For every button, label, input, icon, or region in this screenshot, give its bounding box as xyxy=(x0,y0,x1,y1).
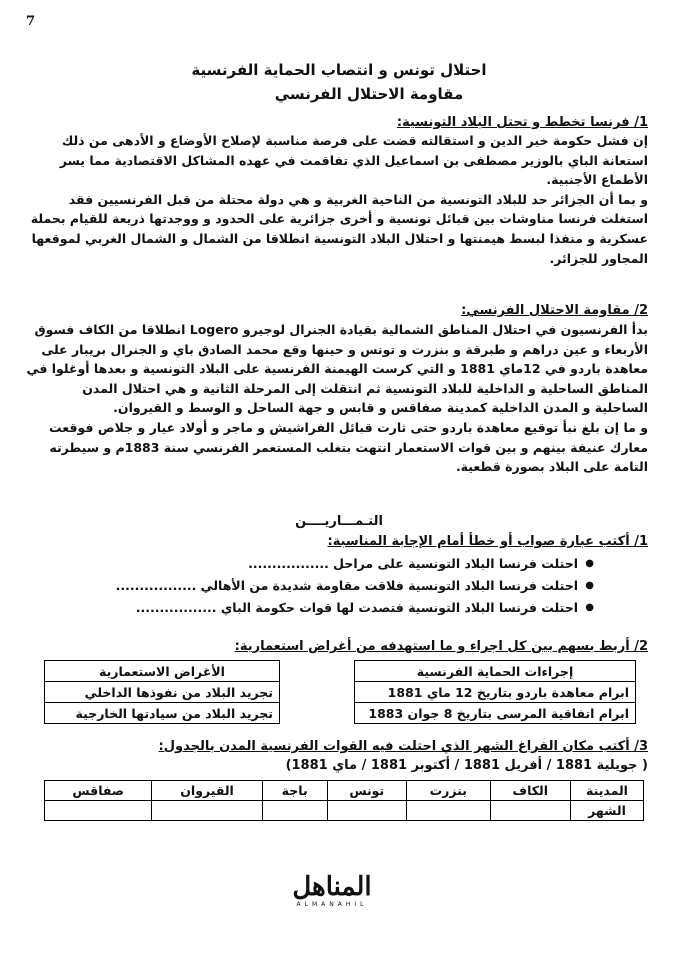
list-item: ● احتلت فرنسا البلاد التونسية فلاقت مقاومة شديدة من الأهالي ................. xyxy=(74,575,594,597)
table-cell: تجريد البلاد من سيادتها الخارجية xyxy=(45,703,280,724)
section2-body xyxy=(26,320,648,477)
city-cell: الكاف xyxy=(490,781,570,801)
exercises-title: التـمـــاريــــن xyxy=(295,514,383,529)
table-cell: تجريد البلاد من نفوذها الداخلي xyxy=(45,682,280,703)
city-cell: تونس xyxy=(327,781,407,801)
city-cell: القيروان xyxy=(152,781,263,801)
list-item: ● احتلت فرنسا البلاد التونسية على مراحل ................. xyxy=(74,553,594,575)
list-item: ● احتلت فرنسا البلاد التونسية فتصدت لها قوات حكومة الباي ................. xyxy=(74,597,594,619)
row-label-city: المدينة xyxy=(571,781,644,801)
city-cell: باجة xyxy=(262,781,327,801)
logo-mark: المناهل xyxy=(292,872,372,902)
section2-paragraph: بدأ الفرنسيون في احتلال المناطق الشمالية بقيادة الجنرال لوجيرو Logero انطلاقا من الكاف فسوق الأربعاء و عين دراهم و طبرقة و بنزرت و تونس و حينها وقع محمد الصادق باي و الجنرال بريبار على معاهدة باردو في 12ماي 1881 و التي كرست الهيمنة الفرنسية على البلاد التونسية و بعدها أوغلوا في المناطق الساحلية و الداخلية للبلاد التونسية ثم انتقلت إلى المرحلة الثانية و هي احتلال المدن الساحلية و المدن الداخلية كمدينة صفاقس و قابس و جهة الساحل و الوسط و القيروان. xyxy=(26,322,648,416)
page-subtitle: مقاومة الاحتلال الفرنسي xyxy=(274,85,464,103)
goals-table xyxy=(44,660,280,724)
logo-subtext: ALMANAHIL xyxy=(296,901,368,908)
section1-heading: 1/ فرنسا تخطط و تحتل البلاد التونسية: xyxy=(396,115,648,130)
month-answer-cell[interactable] xyxy=(327,801,407,821)
page-number: 7 xyxy=(26,14,36,29)
section1-paragraph: إن فشل حكومة خير الدين و استقالته قضت على فرصة مناسبة لإصلاح الأوضاع و الأدهى من ذلك استعانة الباي بالوزير مصطفى بن اسماعيل الذي تفاقمت في عهده المشاكل الاقتصادية مما يسر الأطماع الأجنبية. xyxy=(59,133,648,188)
table-cell: ابرام معاهدة باردو بتاريخ 12 ماي 1881 xyxy=(355,682,636,703)
measures-table xyxy=(354,660,636,724)
exercise1-list xyxy=(74,553,594,619)
cities-table xyxy=(44,780,644,821)
section2-paragraph: و ما إن بلغ نبأ توقيع معاهدة باردو حتى ثارت قبائل الفراشيش و ماجر و أولاد عيار و جلاص فوقعت معارك عنيفة بينهم و بين قوات الاستعمار انتهت بتغلب المستعمر الفرنسي سنة 1883م و سيطرته التامة على البلاد بصورة قطعية. xyxy=(48,419,648,475)
month-answer-cell[interactable] xyxy=(407,801,491,821)
city-cell: بنزرت xyxy=(407,781,491,801)
almanahil-logo xyxy=(272,873,392,913)
exercise3-options: ( جويلية 1881 / أفريل 1881 / أكتوبر 1881 / ماي 1881) xyxy=(285,758,648,773)
month-answer-cell[interactable] xyxy=(45,801,152,821)
table-cell: ابرام اتفاقية المرسى بتاريخ 8 جوان 1883 xyxy=(355,703,636,724)
exercise1-heading: 1/ أكتب عبارة صواب أو خطأ أمام الإجابة المناسبة: xyxy=(327,534,648,549)
section2-heading: 2/ مقاومة الاحتلال الفرنسي: xyxy=(461,303,648,318)
section1-paragraph: و بما أن الجزائر حد للبلاد التونسية من الناحية الغربية و هي دولة محتلة من قبل الفرنسيين فقد استغلت فرنسا مناوشات بين قبائل تونسية و أخرى جزائرية على الحدود و ووجدتها ذريعة للقيام بحملة عسكرية و منفذا لبسط هيمنتها و احتلال البلاد التونسية انطلاقا من الشمال و الشمال الغربي لموقعها المجاور للجزائر. xyxy=(30,191,648,266)
section1-body xyxy=(26,131,648,268)
exercise2-heading: 2/ أربط بسهم بين كل اجراء و ما استهدفه من أغراض استعمارية: xyxy=(234,639,648,654)
page-title: احتلال تونس و انتصاب الحماية الفرنسية xyxy=(191,61,487,79)
month-answer-cell[interactable] xyxy=(490,801,570,821)
exercise3-heading: 3/ أكتب مكان الفراغ الشهر الذي احتلت فيه القوات الفرنسية المدن بالجدول: xyxy=(158,739,648,754)
city-cell: صفاقس xyxy=(45,781,152,801)
row-label-month: الشهر xyxy=(571,801,644,821)
table-header: إجراءات الحماية الفرنسية xyxy=(355,661,636,682)
month-answer-cell[interactable] xyxy=(262,801,327,821)
month-answer-cell[interactable] xyxy=(152,801,263,821)
table-header: الأغراض الاستعمارية xyxy=(45,661,280,682)
